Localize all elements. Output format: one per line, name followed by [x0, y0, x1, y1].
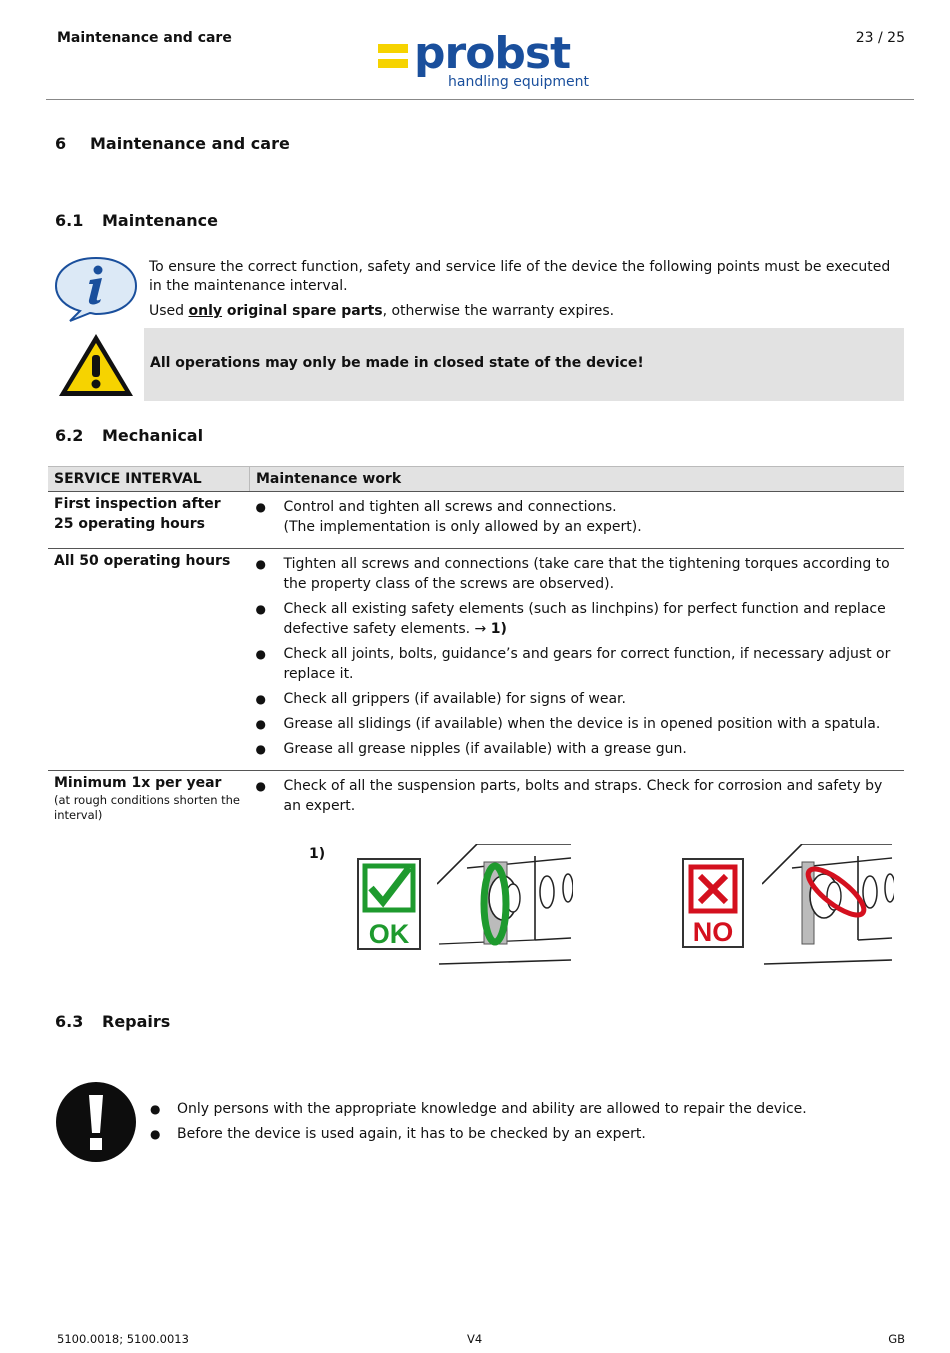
linchpin-correct-illustration: [437, 844, 573, 966]
logo-subtitle: handling equipment: [448, 74, 589, 90]
spare-parts-prefix: Used: [149, 303, 189, 319]
list-item: ● Before the device is used again, it has to be checked by an expert.: [150, 1124, 807, 1144]
col-maintenance-work: Maintenance work: [250, 467, 905, 492]
repairs-heading: [55, 1012, 170, 1031]
repairs-list: [150, 1099, 807, 1149]
section-number: 6: [55, 134, 67, 153]
interval-line: All 50 operating hours: [54, 553, 231, 569]
interval-cell: [48, 549, 250, 771]
maintenance-heading: [55, 211, 218, 230]
warning-box: [144, 328, 904, 401]
work-list: [256, 554, 899, 759]
figure-label: 1): [309, 846, 326, 862]
list-item: [256, 599, 899, 639]
table-row: [48, 771, 904, 830]
list-item: ● Control and tighten all screws and connections. (The implementation is only allowed by an expert).: [256, 497, 899, 537]
spare-parts-suffix: , otherwise the warranty expires.: [382, 303, 615, 319]
list-item: ● Only persons with the appropriate knowledge and ability are allowed to repair the device.: [150, 1099, 807, 1119]
probst-logo: [378, 28, 593, 94]
section-heading: [55, 134, 290, 153]
linchpin-incorrect-illustration: [762, 844, 894, 966]
list-item-text: Check all existing safety elements (such as linchpins) for perfect function and replace defective safety elements.: [283, 601, 886, 637]
logo-word: probst: [414, 28, 571, 79]
interval-cell: [48, 492, 250, 549]
table-row: [48, 492, 904, 549]
no-label: NO: [692, 917, 734, 947]
work-cell: [250, 549, 905, 771]
repairs-title: Repairs: [102, 1012, 171, 1031]
repairs-number: 6.3: [55, 1012, 84, 1031]
mechanical-title: Mechanical: [102, 426, 204, 445]
col-service-interval: SERVICE INTERVAL: [48, 467, 250, 492]
section-title: Maintenance and care: [90, 134, 290, 153]
footer-doc-number: 5100.0018; 5100.0013: [57, 1332, 189, 1346]
work-list: [256, 776, 899, 816]
figure-reference: 1): [490, 621, 507, 637]
maintenance-number: 6.1: [55, 211, 84, 230]
spare-parts-only: only: [188, 303, 223, 319]
ok-label: OK: [368, 919, 410, 949]
interval-note: (at rough conditions shorten the interval): [54, 793, 241, 822]
warning-text: All operations may only be made in closed state of the device!: [150, 355, 644, 371]
work-list: [256, 497, 899, 537]
maintenance-table: [48, 466, 904, 829]
footer-language: GB: [888, 1332, 905, 1346]
work-cell: [250, 771, 905, 830]
warning-triangle-icon: [56, 331, 136, 399]
footer-version: V4: [467, 1332, 483, 1346]
mechanical-heading: [55, 426, 203, 445]
list-item: ● Check all grippers (if available) for signs of wear.: [256, 689, 899, 709]
spare-parts-bold: original spare parts: [222, 303, 383, 319]
logo-bar-top: [378, 44, 408, 53]
interval-line: First inspection after: [54, 496, 221, 512]
info-text: To ensure the correct function, safety and service life of the device the following points must be executed in the maintenance interval.: [149, 259, 891, 294]
no-sign-icon: [682, 858, 744, 948]
list-item: ● Grease all grease nipples (if available) with a grease gun.: [256, 739, 899, 759]
maintenance-title: Maintenance: [102, 211, 219, 230]
list-item: ● Grease all slidings (if available) when the device is in opened position with a spatula.: [256, 714, 899, 734]
info-icon: [52, 254, 140, 324]
header-divider: [46, 99, 914, 100]
interval-line: 25 operating hours: [54, 516, 205, 532]
table-row: [48, 549, 904, 771]
list-item: ● Check all joints, bolts, guidance’s and gears for correct function, if necessary adjust or replace it.: [256, 644, 899, 684]
list-item: ● Check of all the suspension parts, bolts and straps. Check for corrosion and safety by an expert.: [256, 776, 899, 816]
mechanical-number: 6.2: [55, 426, 84, 445]
logo-bar-bottom: [378, 59, 408, 68]
table-header-row: [48, 467, 904, 492]
list-item: ● Tighten all screws and connections (take care that the tightening torques according to the property class of the screws are observed).: [256, 554, 899, 594]
ok-sign-icon: [357, 858, 421, 950]
interval-line: Minimum 1x per year: [54, 775, 222, 791]
spare-parts-note: [149, 302, 614, 321]
interval-cell: [48, 771, 250, 830]
work-cell: [250, 492, 905, 549]
page-number: 23 / 25: [855, 30, 905, 46]
arrow-right-icon: →: [474, 621, 487, 637]
header-title: Maintenance and care: [57, 30, 232, 46]
exclamation-icon: [55, 1081, 137, 1163]
